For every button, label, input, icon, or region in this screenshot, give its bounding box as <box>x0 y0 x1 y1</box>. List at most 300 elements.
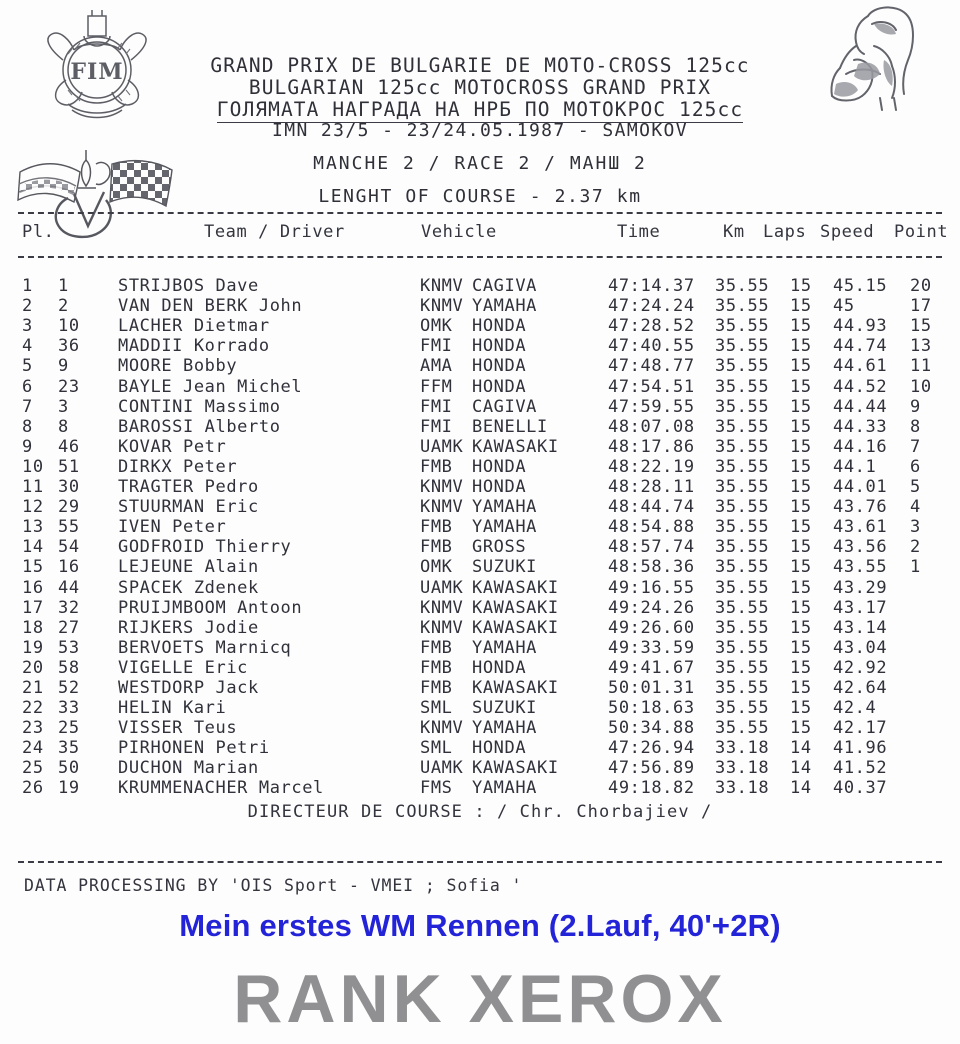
row-km: 35.55 <box>715 698 770 719</box>
row-laps: 15 <box>790 698 812 719</box>
row-start-number: 51 <box>58 456 80 477</box>
table-row <box>0 296 960 316</box>
table-row <box>0 276 960 296</box>
column-header-driver: Team / Driver <box>204 222 345 242</box>
row-point: 7 <box>910 436 921 457</box>
row-place: 18 <box>22 617 44 638</box>
table-row <box>0 658 960 678</box>
row-km: 35.55 <box>715 657 770 678</box>
column-header-laps: Laps <box>763 222 807 242</box>
column-header-time: Time <box>617 222 661 242</box>
row-speed: 43.04 <box>833 637 888 658</box>
row-team: KNMV <box>420 617 464 638</box>
row-place: 14 <box>22 537 44 558</box>
race-manche-line: MANCHE 2 / RACE 2 / МАНШ 2 <box>313 153 647 174</box>
row-driver-name: RIJKERS Jodie <box>118 617 259 638</box>
row-driver-name: VISSER Teus <box>118 718 238 739</box>
row-laps: 14 <box>790 758 812 779</box>
title-line-french: GRAND PRIX DE BULGARIE DE MOTO-CROSS 125cc <box>210 54 750 77</box>
row-point: 1 <box>910 557 921 578</box>
row-start-number: 50 <box>58 758 80 779</box>
row-vehicle: HONDA <box>472 316 527 337</box>
row-laps: 15 <box>790 276 812 297</box>
row-vehicle: YAMAHA <box>472 517 538 538</box>
row-km: 35.55 <box>715 637 770 658</box>
row-time: 48:44.74 <box>608 497 695 518</box>
row-time: 48:07.08 <box>608 416 695 437</box>
row-place: 25 <box>22 758 44 779</box>
row-start-number: 2 <box>58 296 69 317</box>
title-line-bulgarian-text: ГОЛЯМАТА НАГРАДА НА НРБ ПО МОТОКРОС 125cc <box>216 98 744 121</box>
row-team: UAMK <box>420 436 464 457</box>
row-start-number: 30 <box>58 477 80 498</box>
row-driver-name: DIRKX Peter <box>118 456 238 477</box>
row-vehicle: BENELLI <box>472 416 548 437</box>
row-speed: 42.64 <box>833 677 888 698</box>
row-vehicle: KAWASAKI <box>472 436 559 457</box>
row-vehicle: HONDA <box>472 456 527 477</box>
row-vehicle: YAMAHA <box>472 497 538 518</box>
row-time: 47:40.55 <box>608 336 695 357</box>
table-header-row <box>0 222 960 242</box>
row-laps: 15 <box>790 336 812 357</box>
row-vehicle: HONDA <box>472 657 527 678</box>
row-place: 11 <box>22 477 44 498</box>
row-start-number: 54 <box>58 537 80 558</box>
row-laps: 15 <box>790 416 812 437</box>
row-speed: 45 <box>833 296 855 317</box>
row-km: 35.55 <box>715 597 770 618</box>
row-speed: 44.44 <box>833 396 888 417</box>
course-length-line: LENGHT OF COURSE - 2.37 km <box>318 186 642 207</box>
row-place: 20 <box>22 657 44 678</box>
row-laps: 15 <box>790 537 812 558</box>
row-driver-name: WESTDORP Jack <box>118 677 259 698</box>
column-header-vehicle: Vehicle <box>421 222 497 242</box>
row-km: 35.55 <box>715 557 770 578</box>
row-start-number: 44 <box>58 577 80 598</box>
row-driver-name: GODFROID Thierry <box>118 537 292 558</box>
row-vehicle: CAGIVA <box>472 396 538 417</box>
row-place: 26 <box>22 778 44 799</box>
table-row <box>0 457 960 477</box>
table-row <box>0 618 960 638</box>
row-speed: 44.33 <box>833 416 888 437</box>
row-point: 17 <box>910 296 932 317</box>
row-start-number: 23 <box>58 376 80 397</box>
row-point: 10 <box>910 376 932 397</box>
row-speed: 40.37 <box>833 778 888 799</box>
row-point: 4 <box>910 497 921 518</box>
row-laps: 15 <box>790 497 812 518</box>
row-driver-name: LACHER Dietmar <box>118 316 270 337</box>
row-vehicle: KAWASAKI <box>472 617 559 638</box>
row-place: 16 <box>22 577 44 598</box>
row-time: 49:18.82 <box>608 778 695 799</box>
row-laps: 15 <box>790 396 812 417</box>
row-time: 48:57.74 <box>608 537 695 558</box>
row-place: 5 <box>22 356 33 377</box>
row-time: 47:56.89 <box>608 758 695 779</box>
row-place: 9 <box>22 436 33 457</box>
row-laps: 15 <box>790 718 812 739</box>
separator-footer <box>18 861 942 863</box>
row-driver-name: HELIN Kari <box>118 698 227 719</box>
row-team: KNMV <box>420 276 464 297</box>
row-vehicle: HONDA <box>472 356 527 377</box>
row-km: 35.55 <box>715 477 770 498</box>
row-team: KNMV <box>420 477 464 498</box>
row-vehicle: YAMAHA <box>472 718 538 739</box>
row-km: 35.55 <box>715 497 770 518</box>
row-vehicle: SUZUKI <box>472 557 538 578</box>
row-laps: 15 <box>790 436 812 457</box>
row-team: FMB <box>420 537 453 558</box>
row-km: 33.18 <box>715 778 770 799</box>
table-row <box>0 477 960 497</box>
separator-top <box>18 212 942 214</box>
column-header-speed: Speed <box>820 222 875 242</box>
row-driver-name: MOORE Bobby <box>118 356 238 377</box>
row-laps: 15 <box>790 557 812 578</box>
row-place: 19 <box>22 637 44 658</box>
row-start-number: 25 <box>58 718 80 739</box>
row-km: 35.55 <box>715 356 770 377</box>
row-time: 47:28.52 <box>608 316 695 337</box>
row-speed: 43.29 <box>833 577 888 598</box>
row-start-number: 10 <box>58 316 80 337</box>
row-start-number: 29 <box>58 497 80 518</box>
row-start-number: 58 <box>58 657 80 678</box>
row-start-number: 35 <box>58 738 80 759</box>
row-driver-name: DUCHON Marian <box>118 758 259 779</box>
row-laps: 14 <box>790 738 812 759</box>
race-director-line: DIRECTEUR DE COURSE : / Chr. Chorbajiev / <box>247 802 713 822</box>
row-driver-name: VAN DEN BERK John <box>118 296 303 317</box>
row-km: 35.55 <box>715 376 770 397</box>
row-place: 7 <box>22 396 33 417</box>
row-start-number: 27 <box>58 617 80 638</box>
title-line-english: BULGARIAN 125cc MOTOCROSS GRAND PRIX <box>248 76 712 99</box>
row-laps: 14 <box>790 778 812 799</box>
row-vehicle: SUZUKI <box>472 698 538 719</box>
title-line-bulgarian <box>0 98 960 121</box>
row-point: 9 <box>910 396 921 417</box>
row-time: 47:24.24 <box>608 296 695 317</box>
row-speed: 43.17 <box>833 597 888 618</box>
row-time: 49:41.67 <box>608 657 695 678</box>
row-km: 35.55 <box>715 396 770 417</box>
row-team: FMB <box>420 657 453 678</box>
row-start-number: 3 <box>58 396 69 417</box>
table-row <box>0 377 960 397</box>
table-row <box>0 598 960 618</box>
row-team: FMI <box>420 336 453 357</box>
table-row <box>0 718 960 738</box>
row-vehicle: KAWASAKI <box>472 597 559 618</box>
row-time: 47:14.37 <box>608 276 695 297</box>
row-vehicle: HONDA <box>472 477 527 498</box>
row-start-number: 9 <box>58 356 69 377</box>
row-place: 17 <box>22 597 44 618</box>
row-speed: 44.52 <box>833 376 888 397</box>
row-km: 35.55 <box>715 517 770 538</box>
row-time: 49:16.55 <box>608 577 695 598</box>
row-place: 21 <box>22 677 44 698</box>
row-laps: 15 <box>790 296 812 317</box>
row-speed: 44.93 <box>833 316 888 337</box>
row-km: 35.55 <box>715 537 770 558</box>
column-header-km: Km <box>723 222 745 242</box>
row-start-number: 33 <box>58 698 80 719</box>
row-team: FMB <box>420 517 453 538</box>
row-time: 47:54.51 <box>608 376 695 397</box>
row-laps: 15 <box>790 376 812 397</box>
row-vehicle: HONDA <box>472 738 527 759</box>
row-km: 35.55 <box>715 436 770 457</box>
row-team: KNMV <box>420 718 464 739</box>
row-speed: 43.55 <box>833 557 888 578</box>
row-laps: 15 <box>790 456 812 477</box>
svg-text:FIM: FIM <box>70 59 124 85</box>
row-driver-name: BAYLE Jean Michel <box>118 376 303 397</box>
row-time: 48:54.88 <box>608 517 695 538</box>
row-team: UAMK <box>420 577 464 598</box>
row-vehicle: HONDA <box>472 336 527 357</box>
row-place: 13 <box>22 517 44 538</box>
row-driver-name: KRUMMENACHER Marcel <box>118 778 324 799</box>
table-row <box>0 517 960 537</box>
row-driver-name: CONTINI Massimo <box>118 396 281 417</box>
row-vehicle: CAGIVA <box>472 276 538 297</box>
row-laps: 15 <box>790 677 812 698</box>
row-place: 2 <box>22 296 33 317</box>
row-team: KNMV <box>420 597 464 618</box>
row-laps: 15 <box>790 477 812 498</box>
row-driver-name: LEJEUNE Alain <box>118 557 259 578</box>
row-vehicle: GROSS <box>472 537 527 558</box>
row-km: 35.55 <box>715 316 770 337</box>
row-place: 8 <box>22 416 33 437</box>
row-vehicle: KAWASAKI <box>472 677 559 698</box>
row-place: 23 <box>22 718 44 739</box>
row-speed: 42.92 <box>833 657 888 678</box>
table-row <box>0 497 960 517</box>
row-point: 15 <box>910 316 932 337</box>
data-processing-line: DATA PROCESSING BY 'OIS Sport - VMEI ; Sofia ' <box>24 876 523 895</box>
row-speed: 43.14 <box>833 617 888 638</box>
row-team: KNMV <box>420 497 464 518</box>
row-time: 47:26.94 <box>608 738 695 759</box>
row-speed: 44.74 <box>833 336 888 357</box>
row-vehicle: YAMAHA <box>472 296 538 317</box>
table-row <box>0 316 960 336</box>
table-row <box>0 557 960 577</box>
row-km: 35.55 <box>715 577 770 598</box>
row-place: 15 <box>22 557 44 578</box>
row-point: 3 <box>910 517 921 538</box>
row-laps: 15 <box>790 356 812 377</box>
row-km: 35.55 <box>715 456 770 477</box>
table-row <box>0 356 960 376</box>
row-driver-name: BERVOETS Marnicq <box>118 637 292 658</box>
row-laps: 15 <box>790 577 812 598</box>
row-point: 13 <box>910 336 932 357</box>
table-row <box>0 638 960 658</box>
row-team: KNMV <box>420 296 464 317</box>
table-row <box>0 778 960 798</box>
row-laps: 15 <box>790 517 812 538</box>
row-team: AMA <box>420 356 453 377</box>
row-team: FMB <box>420 637 453 658</box>
row-time: 48:58.36 <box>608 557 695 578</box>
table-row <box>0 336 960 356</box>
row-team: FMB <box>420 677 453 698</box>
row-point: 8 <box>910 416 921 437</box>
row-place: 6 <box>22 376 33 397</box>
row-team: FMS <box>420 778 453 799</box>
row-driver-name: IVEN Peter <box>118 517 227 538</box>
row-speed: 44.01 <box>833 477 888 498</box>
row-start-number: 32 <box>58 597 80 618</box>
row-driver-name: STUURMAN Eric <box>118 497 259 518</box>
table-body <box>0 276 960 798</box>
row-vehicle: KAWASAKI <box>472 577 559 598</box>
row-point: 11 <box>910 356 932 377</box>
results-table <box>0 222 960 799</box>
row-laps: 15 <box>790 597 812 618</box>
row-km: 35.55 <box>715 336 770 357</box>
row-driver-name: MADDII Korrado <box>118 336 270 357</box>
row-team: FMI <box>420 396 453 417</box>
row-point: 6 <box>910 456 921 477</box>
row-driver-name: PIRHONEN Petri <box>118 738 270 759</box>
row-speed: 42.17 <box>833 718 888 739</box>
row-time: 48:28.11 <box>608 477 695 498</box>
row-time: 48:22.19 <box>608 456 695 477</box>
table-row <box>0 537 960 557</box>
row-time: 47:48.77 <box>608 356 695 377</box>
row-start-number: 8 <box>58 416 69 437</box>
row-vehicle: YAMAHA <box>472 778 538 799</box>
row-speed: 44.61 <box>833 356 888 377</box>
row-start-number: 55 <box>58 517 80 538</box>
row-team: FFM <box>420 376 453 397</box>
row-laps: 15 <box>790 657 812 678</box>
row-point: 20 <box>910 276 932 297</box>
row-laps: 15 <box>790 617 812 638</box>
row-team: UAMK <box>420 758 464 779</box>
row-time: 49:24.26 <box>608 597 695 618</box>
row-speed: 45.15 <box>833 276 888 297</box>
row-km: 35.55 <box>715 617 770 638</box>
row-team: SML <box>420 698 453 719</box>
row-km: 35.55 <box>715 276 770 297</box>
row-place: 3 <box>22 316 33 337</box>
row-speed: 44.1 <box>833 456 877 477</box>
row-team: FMB <box>420 456 453 477</box>
row-km: 35.55 <box>715 718 770 739</box>
row-start-number: 19 <box>58 778 80 799</box>
row-team: OMK <box>420 557 453 578</box>
table-row <box>0 397 960 417</box>
row-km: 33.18 <box>715 738 770 759</box>
table-row <box>0 417 960 437</box>
row-driver-name: PRUIJMBOOM Antoon <box>118 597 303 618</box>
row-driver-name: TRAGTER Pedro <box>118 477 259 498</box>
column-header-place: Pl. <box>22 222 55 242</box>
event-date-line: IMN 23/5 - 23/24.05.1987 - SAMOKOV <box>271 120 689 141</box>
row-speed: 41.52 <box>833 758 888 779</box>
row-laps: 15 <box>790 637 812 658</box>
row-speed: 43.76 <box>833 497 888 518</box>
row-driver-name: BAROSSI Alberto <box>118 416 281 437</box>
row-start-number: 53 <box>58 637 80 658</box>
row-km: 33.18 <box>715 758 770 779</box>
row-driver-name: SPACEK Zdenek <box>118 577 259 598</box>
row-place: 12 <box>22 497 44 518</box>
table-row <box>0 437 960 457</box>
row-place: 4 <box>22 336 33 357</box>
row-team: FMI <box>420 416 453 437</box>
rank-xerox-brand: RANK XEROX <box>233 961 727 1037</box>
row-time: 50:18.63 <box>608 698 695 719</box>
row-driver-name: STRIJBOS Dave <box>118 276 259 297</box>
row-driver-name: VIGELLE Eric <box>118 657 249 678</box>
row-start-number: 1 <box>58 276 69 297</box>
row-time: 50:01.31 <box>608 677 695 698</box>
row-team: SML <box>420 738 453 759</box>
row-point: 5 <box>910 477 921 498</box>
row-driver-name: KOVAR Petr <box>118 436 227 457</box>
handwritten-caption: Mein erstes WM Rennen (2.Lauf, 40'+2R) <box>179 908 781 943</box>
row-start-number: 46 <box>58 436 80 457</box>
row-speed: 44.16 <box>833 436 888 457</box>
row-place: 10 <box>22 456 44 477</box>
row-place: 24 <box>22 738 44 759</box>
row-start-number: 36 <box>58 336 80 357</box>
row-team: OMK <box>420 316 453 337</box>
row-vehicle: YAMAHA <box>472 637 538 658</box>
table-row <box>0 698 960 718</box>
table-row <box>0 738 960 758</box>
row-time: 48:17.86 <box>608 436 695 457</box>
row-speed: 43.61 <box>833 517 888 538</box>
row-time: 50:34.88 <box>608 718 695 739</box>
row-time: 49:26.60 <box>608 617 695 638</box>
row-speed: 41.96 <box>833 738 888 759</box>
row-km: 35.55 <box>715 296 770 317</box>
row-place: 22 <box>22 698 44 719</box>
table-row <box>0 678 960 698</box>
row-place: 1 <box>22 276 33 297</box>
row-km: 35.55 <box>715 416 770 437</box>
row-vehicle: HONDA <box>472 376 527 397</box>
row-speed: 42.4 <box>833 698 877 719</box>
row-km: 35.55 <box>715 677 770 698</box>
table-row <box>0 578 960 598</box>
row-start-number: 16 <box>58 557 80 578</box>
row-time: 49:33.59 <box>608 637 695 658</box>
row-vehicle: KAWASAKI <box>472 758 559 779</box>
row-point: 2 <box>910 537 921 558</box>
table-row <box>0 758 960 778</box>
row-time: 47:59.55 <box>608 396 695 417</box>
column-header-point: Point <box>894 222 949 242</box>
row-laps: 15 <box>790 316 812 337</box>
row-start-number: 52 <box>58 677 80 698</box>
row-speed: 43.56 <box>833 537 888 558</box>
